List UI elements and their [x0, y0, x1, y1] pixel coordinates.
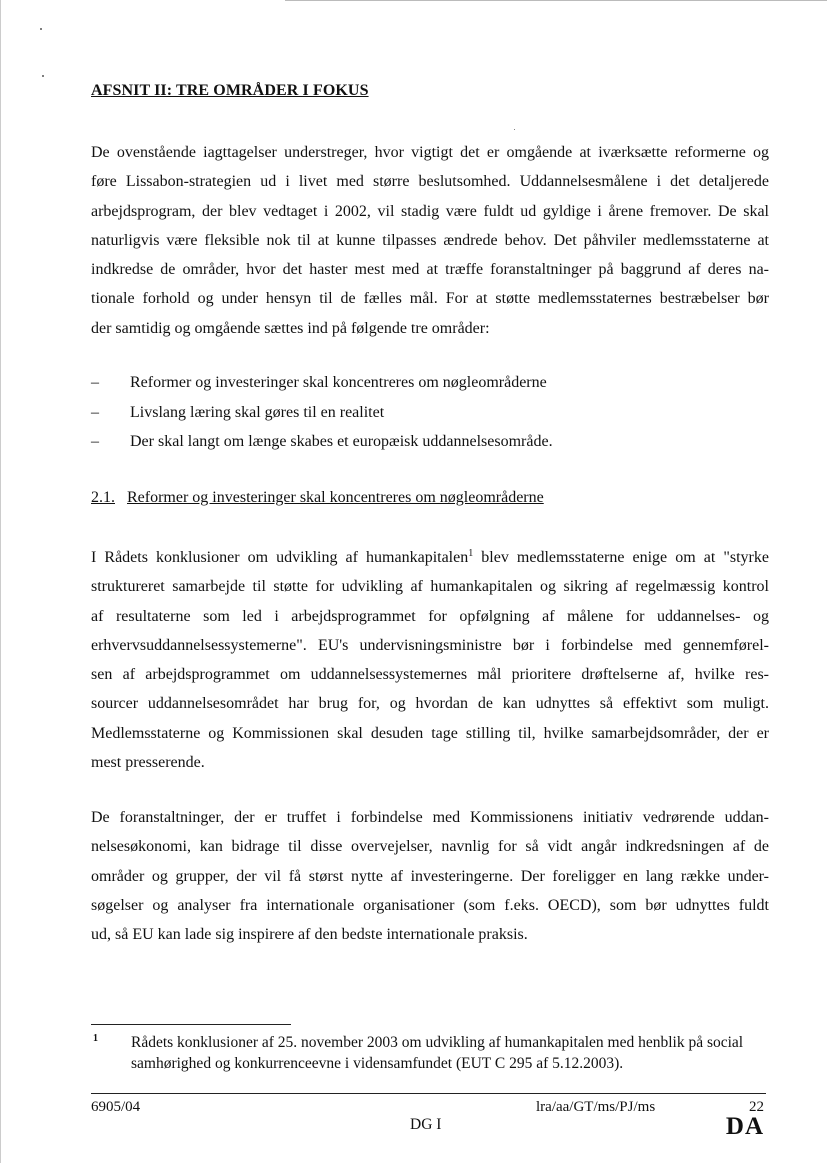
section-heading: AFSNIT II: TRE OMRÅDER I FOKUS: [91, 82, 369, 99]
author-reference: lra/aa/GT/ms/PJ/ms: [536, 1099, 656, 1115]
text-line: tionale forhold og under hensyn til de fælles mål. For at støtte medlemsstaternes bestræbelser bør: [91, 290, 769, 308]
document-number: 6905/04: [91, 1099, 141, 1115]
text-line: Medlemsstaterne og Kommissionen skal desuden tage stilling til, hvilke samarbejdsområder, der er: [91, 724, 769, 742]
scan-speck: [42, 75, 44, 77]
focus-areas-list: [91, 368, 769, 457]
text-line: nelsesøkonomi, kan bidrage til disse overvejelser, navnlig for så vidt angår indkredsningen af de: [91, 838, 769, 856]
text-segment: I Rådets konklusioner om udvikling af humankapitalen: [91, 549, 469, 566]
text-line: De ovenstående iagttagelser understreger, hvor vigtigt det er omgående at iværksætte reformerne og: [91, 144, 769, 161]
page-footer: [91, 1097, 766, 1147]
footer-separator: [91, 1093, 766, 1094]
subsection-heading: [91, 489, 544, 507]
text-line: struktureret samarbejde til støtte for udvikling af humankapitalen og sikring af regelmæssig kontrol: [91, 578, 769, 596]
directorate-label: DG I: [410, 1116, 442, 1133]
intro-paragraph: [91, 138, 769, 343]
scan-speck: [40, 28, 42, 30]
text-line: føre Lissabon-strategien ud i livet med større beslutsomhed. Uddannelsesmålene i det detaljerede: [91, 173, 769, 191]
text-line: der samtidig og omgående sættes ind på følgende tre områder:: [91, 319, 490, 337]
subsection-number: 2.1.: [91, 489, 115, 506]
text-line: indkredse de områder, hvor det haster mest med at træffe foranstaltninger på baggrund af deres na-: [91, 261, 769, 279]
dash-bullet: –: [91, 374, 99, 391]
text-line: naturligvis være fleksible nok til at kunne tilpasses ændrede behov. Det påhviler medlemsstaterne at: [91, 231, 769, 249]
text-line: ud, så EU kan lade sig inspirere af den bedste internationale praksis.: [91, 926, 528, 944]
list-item: [91, 398, 769, 428]
scan-speck: [514, 129, 515, 130]
text-line: sourcer uddannelsesområdet har brug for, og hvordan de kan udnyttes så effektivt som muligt.: [91, 695, 769, 713]
text-line: mest presserende.: [91, 754, 205, 772]
list-item-text: Der skal langt om længe skabes et europæisk uddannelsesområde.: [130, 433, 553, 450]
text-segment: blev medlemsstaterne enige om at "styrke: [473, 549, 769, 566]
scan-edge-line: [285, 0, 827, 1]
subsection-title: Reformer og investeringer skal koncentreres om nøgleområderne: [127, 489, 544, 506]
footnote-separator: [91, 1024, 291, 1025]
language-code: DA: [725, 1113, 764, 1140]
page-number: 22: [749, 1099, 764, 1115]
footnote-mark: 1: [93, 1033, 98, 1044]
list-item: [91, 368, 769, 398]
dash-bullet: –: [91, 433, 99, 450]
conclusions-paragraph: [91, 543, 769, 777]
text-line: erhvervsuddannelsessystemerne". EU's undervisningsministre bør i forbindelse med gennemførel-: [91, 636, 769, 654]
text-line: søgelser og analyser fra internationale organisationer (som f.eks. OECD), som bør udnyttes fuldt: [91, 896, 769, 914]
initiative-paragraph: [91, 803, 769, 949]
text-line: De foranstaltninger, der er truffet i forbindelse med Kommissionens initiativ vedrørende uddan-: [91, 809, 769, 826]
text-line: arbejdsprogram, der blev vedtaget i 2002, vil stadig være fuldt ud gyldige i årene fremover. De skal: [91, 202, 769, 220]
list-item-text: Livslang læring skal gøres til en realitet: [130, 403, 385, 421]
footnote-text: Rådets konklusioner af 25. november 2003 om udvikling af humankapitalen med henblik på social samhørighed og konkurrenceevne i vidensamfundet (EUT C 295 af 5.12.2003).: [131, 1034, 744, 1072]
text-line: af resultaterne som led i arbejdsprogrammet for opfølgning af målene for uddannelses- og: [91, 607, 769, 625]
text-line: [91, 543, 769, 572]
list-item: [91, 427, 769, 457]
dash-bullet: –: [91, 403, 99, 421]
list-item-text: Reformer og investeringer skal koncentreres om nøgleområderne: [130, 374, 547, 391]
text-line: sen af arbejdsprogrammet om uddannelsessystemernes mål prioritere drøftelserne af, hvilke res-: [91, 666, 769, 684]
text-line: områder og grupper, der vil få størst nytte af investeringerne. Der foreligger en lang række under-: [91, 867, 769, 885]
scan-edge-line: [0, 0, 1, 1163]
footnote-reference[interactable]: 1: [468, 548, 474, 559]
